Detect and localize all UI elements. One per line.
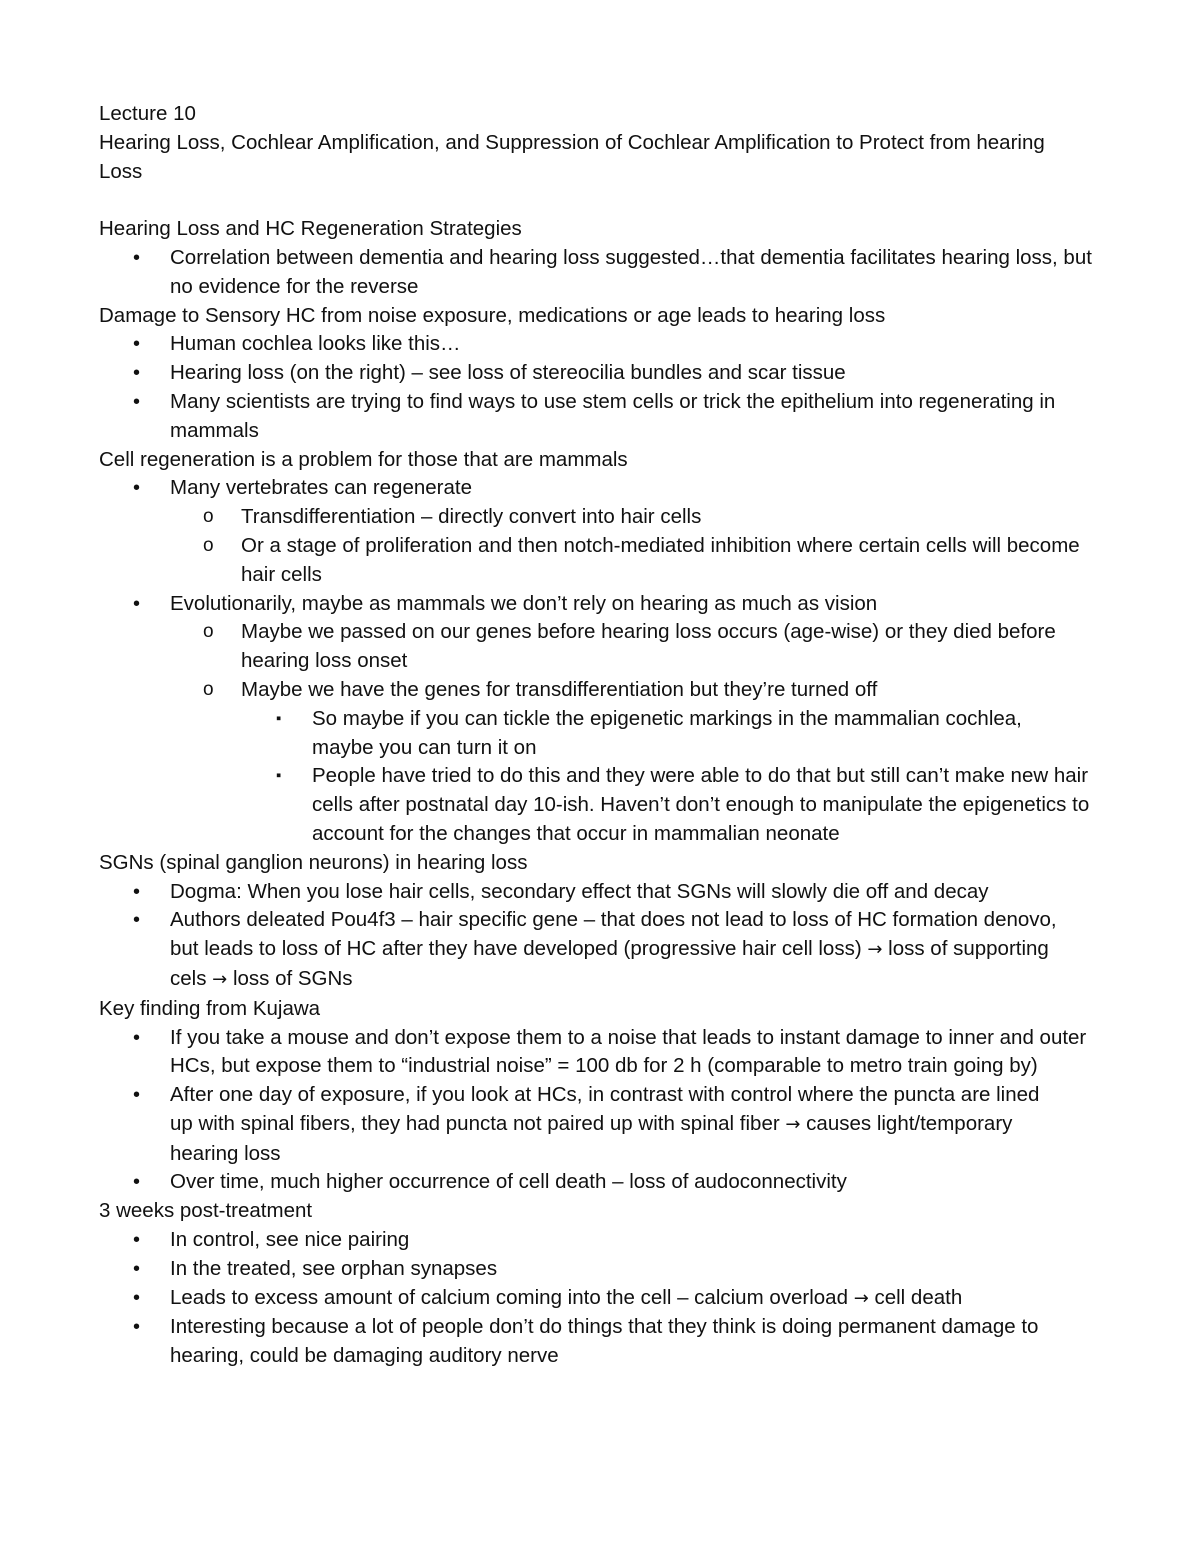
list-item-text: Or a stage of proliferation and then notch-mediated inhibition where certain cells will become hair cells (241, 533, 1080, 586)
bullet-icon: • (133, 909, 141, 932)
list-item-text: but leads to loss of HC after they have developed (progressive hair cell loss) (170, 937, 868, 961)
bullet-icon: • (133, 1026, 141, 1049)
list-item (99, 532, 1081, 590)
circle-bullet-icon: o (203, 678, 214, 700)
bullet-icon: • (133, 880, 141, 903)
list-item (99, 244, 1109, 302)
bullet-icon: • (133, 362, 141, 385)
list-item-text: Maybe we have the genes for transdifferentiation but they’re turned off (241, 677, 878, 701)
bullet-icon: • (133, 1084, 141, 1107)
list-item-text: Maybe we passed on our genes before hearing loss occurs (age-wise) or they died before hearing loss onset (241, 620, 1056, 673)
section-heading: Hearing Loss and HC Regeneration Strategies (99, 217, 522, 241)
square-bullet-icon: ▪ (276, 767, 282, 785)
list-item (99, 1024, 1095, 1082)
section-heading: Cell regeneration is a problem for those that are mammals (99, 447, 628, 471)
list-item (99, 503, 1109, 532)
list-item (99, 618, 1093, 676)
list-item (99, 676, 1109, 705)
list-item-text: up with spinal fibers, they had puncta not paired up with spinal fiber (170, 1111, 786, 1135)
list-item (99, 1081, 1109, 1168)
list-item (99, 1226, 1109, 1255)
list-item-text: Dogma: When you lose hair cells, secondary effect that SGNs will slowly die off and decay (170, 879, 989, 903)
list-item-text: So maybe if you can tickle the epigenetic markings in the mammalian cochlea, maybe you can turn it on (312, 706, 1022, 759)
blank-line (99, 186, 1109, 215)
list-item-text: causes light/temporary (800, 1111, 1013, 1135)
bullet-icon: • (133, 1171, 141, 1194)
list-item-text: Transdifferentiation – directly convert into hair cells (241, 505, 702, 529)
list-item (99, 590, 1109, 619)
list-item-text: Over time, much higher occurrence of cell death – loss of audoconnectivity (170, 1170, 847, 1194)
bullet-icon: • (133, 1257, 141, 1280)
square-bullet-icon: ▪ (276, 709, 282, 727)
section-heading: Key finding from Kujawa (99, 996, 321, 1020)
list-item (99, 878, 1109, 907)
list-item-text: cell death (868, 1285, 963, 1309)
section-heading: Damage to Sensory HC from noise exposure, medications or age leads to hearing loss (99, 303, 886, 327)
list-item (99, 705, 1072, 763)
list-item-text: Evolutionarily, maybe as mammals we don’t rely on hearing as much as vision (170, 591, 878, 615)
list-item-text: Many scientists are trying to find ways to use stem cells or trick the epithelium into regenerating in mammals (170, 389, 1056, 442)
circle-bullet-icon: o (203, 534, 214, 556)
list-item (99, 1284, 1109, 1314)
list-item (99, 906, 1109, 994)
list-item-text: In the treated, see orphan synapses (170, 1256, 498, 1280)
list-item (99, 1313, 1105, 1371)
list-item-text: loss of SGNs (227, 966, 353, 990)
circle-bullet-icon: o (203, 621, 214, 643)
list-item-text: If you take a mouse and don’t expose them to a noise that leads to instant damage to inner and outer HCs, but expose them to “industrial noise” = 100 db for 2 h (comparable to metro train going by) (170, 1025, 1087, 1078)
list-item-text: cels (170, 966, 213, 990)
list-item-text: People have tried to do this and they were able to do that but still can’t make new hair cells after postnatal day 10-ish. Haven’t don’t enough to manipulate the epigenetics to account for the changes that occur in mammalian neonate (312, 764, 1090, 845)
bullet-icon: • (133, 1286, 141, 1309)
list-item-text: Authors deleated Pou4f3 – hair specific gene – that does not lead to loss of HC formation denovo, (170, 908, 1057, 932)
arrow-right-icon: → (785, 1113, 801, 1135)
list-item (99, 474, 1109, 503)
list-item (99, 1255, 1109, 1284)
list-item (99, 388, 1099, 446)
bullet-icon: • (133, 1316, 141, 1339)
arrow-right-icon: → (867, 939, 883, 961)
list-item-text: Human cochlea looks like this… (170, 332, 461, 356)
section-heading: SGNs (spinal ganglion neurons) in hearing loss (99, 850, 528, 874)
circle-bullet-icon: o (203, 506, 214, 528)
list-item-text: hearing loss (170, 1141, 281, 1165)
list-item (99, 359, 1109, 388)
lecture-title-line-1: Hearing Loss, Cochlear Amplification, and Suppression of Cochlear Amplification to Protect from hearing (99, 130, 1045, 154)
list-item (99, 1168, 1109, 1197)
bullet-icon: • (133, 246, 141, 269)
lecture-title-line-2: Loss (99, 159, 143, 183)
list-item (99, 762, 1112, 848)
list-item-text: Interesting because a lot of people don’t do things that they think is doing permanent damage to hearing, could be damaging auditory nerve (170, 1315, 1039, 1368)
list-item (99, 330, 1109, 359)
arrow-right-icon: → (853, 1287, 869, 1309)
list-item-text: Many vertebrates can regenerate (170, 476, 472, 500)
list-item-text: In control, see nice pairing (170, 1228, 410, 1252)
lecture-number: Lecture 10 (99, 102, 196, 125)
list-item-text: Correlation between dementia and hearing loss suggested…that dementia facilitates hearing loss, but no evidence for the reverse (170, 245, 1092, 298)
bullet-icon: • (133, 333, 141, 356)
list-item-text: loss of supporting (882, 937, 1049, 961)
bullet-icon: • (133, 390, 141, 413)
bullet-icon: • (133, 1229, 141, 1252)
list-item-text: Hearing loss (on the right) – see loss of stereocilia bundles and scar tissue (170, 361, 846, 385)
arrow-right-icon: → (212, 968, 228, 990)
bullet-icon: • (133, 477, 141, 500)
list-item-text: Leads to excess amount of calcium coming into the cell – calcium overload (170, 1285, 854, 1309)
section-heading: 3 weeks post-treatment (99, 1199, 313, 1223)
document-page (99, 100, 1109, 1371)
list-item-text: After one day of exposure, if you look at HCs, in contrast with control where the puncta are lined (170, 1083, 1040, 1107)
bullet-icon: • (133, 592, 141, 615)
